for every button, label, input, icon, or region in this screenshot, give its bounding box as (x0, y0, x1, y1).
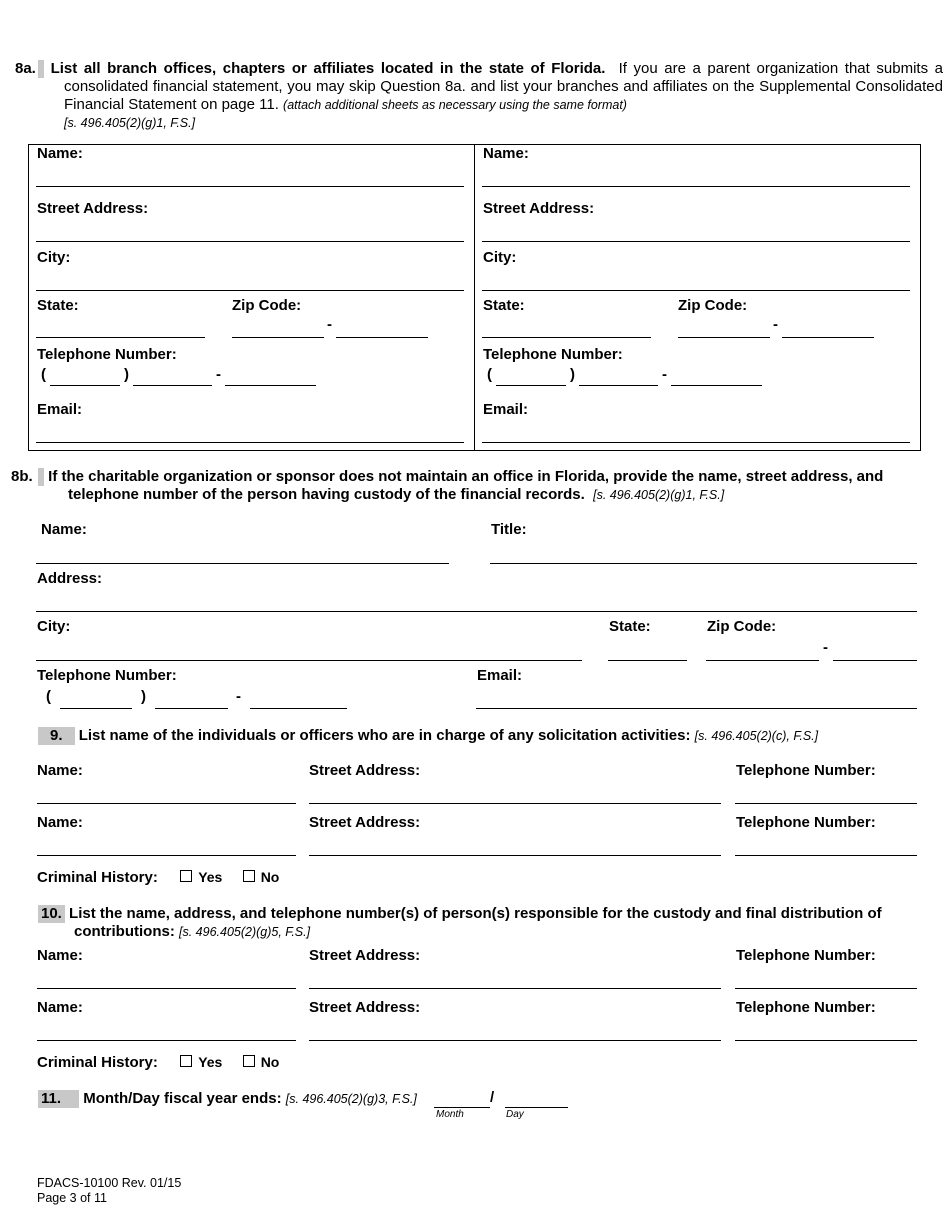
branch-street-field[interactable] (482, 241, 910, 242)
custodian-email-label: Email: (477, 667, 523, 684)
branch-phone-prefix-field[interactable] (133, 385, 212, 386)
branch-zip-field[interactable] (232, 337, 324, 338)
fiscal-slash: / (490, 1089, 495, 1106)
branch-street-label: Street Address: (483, 200, 595, 217)
criminal-yes-checkbox[interactable] (180, 870, 192, 882)
paren-open: ( (46, 688, 51, 705)
officer-name-label: Name: (37, 814, 83, 831)
q10-text-line2: contributions: (74, 923, 175, 940)
branch-zip4-field[interactable] (782, 337, 874, 338)
custody-telephone-field[interactable] (735, 988, 917, 989)
officer-telephone-label: Telephone Number: (736, 762, 876, 779)
fiscal-day-field[interactable] (505, 1107, 568, 1108)
custodian-city-label: City: (37, 618, 71, 635)
branch-zip-label: Zip Code: (232, 297, 302, 314)
officer-street-field[interactable] (309, 803, 721, 804)
q8a-instructions (15, 60, 943, 132)
form-id: FDACS-10100 Rev. 01/15 (37, 1176, 182, 1190)
branch-name-field[interactable] (482, 186, 910, 187)
branch-city-field[interactable] (36, 290, 464, 291)
q8a-note: (attach additional sheets as necessary using the same format) (283, 98, 627, 112)
officer-name-field[interactable] (37, 803, 296, 804)
q10-instructions (38, 905, 918, 941)
paren-close: ) (124, 366, 129, 383)
branch-state-field[interactable] (482, 337, 651, 338)
q11-instructions (38, 1090, 417, 1108)
officer-telephone-field[interactable] (735, 803, 917, 804)
branch-email-label: Email: (483, 401, 529, 418)
branch-zip-label: Zip Code: (678, 297, 748, 314)
custody-street-field[interactable] (309, 1040, 721, 1041)
q8a-table-divider (474, 144, 475, 451)
paren-open: ( (487, 366, 492, 383)
custody-telephone-field[interactable] (735, 1040, 917, 1041)
q11-text: Month/Day fiscal year ends: (83, 1090, 282, 1107)
criminal-no-checkbox[interactable] (243, 1055, 255, 1067)
custodian-name-label: Name: (41, 521, 87, 538)
branch-street-field[interactable] (36, 241, 464, 242)
fiscal-day-caption: Day (506, 1109, 524, 1120)
q8b-number: 8b. (38, 468, 44, 486)
custody-name-field[interactable] (37, 988, 296, 989)
custodian-address-label: Address: (37, 570, 103, 587)
q11-number: 11. (38, 1090, 79, 1108)
custodian-state-label: State: (609, 618, 651, 635)
q11-citation: [s. 496.405(2)(g)3, F.S.] (285, 1092, 417, 1106)
custody-name-label: Name: (37, 947, 83, 964)
q8a-bold-text: List all branch offices, chapters or affiliates located in the state of Florida. (50, 60, 606, 77)
branch-phone-prefix-field[interactable] (579, 385, 658, 386)
fiscal-month-caption: Month (436, 1109, 464, 1120)
branch-phone-line-field[interactable] (225, 385, 316, 386)
paren-close: ) (570, 366, 575, 383)
fiscal-month-field[interactable] (434, 1107, 490, 1108)
custody-telephone-label: Telephone Number: (736, 947, 876, 964)
branch-telephone-label: Telephone Number: (37, 346, 177, 363)
officer-telephone-label: Telephone Number: (736, 814, 876, 831)
custody-street-label: Street Address: (309, 999, 421, 1016)
branch-name-field[interactable] (36, 186, 464, 187)
phone-dash: - (662, 366, 667, 383)
q8a-citation: [s. 496.405(2)(g)1, F.S.] (64, 116, 196, 130)
branch-street-label: Street Address: (37, 200, 149, 217)
officer-name-label: Name: (37, 762, 83, 779)
branch-telephone-label: Telephone Number: (483, 346, 623, 363)
branch-zip4-field[interactable] (336, 337, 428, 338)
q9-citation: [s. 496.405(2)(c), F.S.] (694, 729, 819, 743)
zip-dash: - (823, 639, 828, 656)
custodian-title-field[interactable] (490, 563, 917, 564)
criminal-no-label: No (260, 1054, 280, 1070)
q8a-number: 8a. (38, 60, 44, 78)
q10-criminal-history (37, 1054, 279, 1071)
criminal-no-checkbox[interactable] (243, 870, 255, 882)
criminal-no-label: No (260, 869, 280, 885)
branch-email-field[interactable] (482, 442, 910, 443)
branch-email-field[interactable] (36, 442, 464, 443)
custodian-state-field[interactable] (608, 660, 687, 661)
criminal-yes-checkbox[interactable] (180, 1055, 192, 1067)
custody-street-label: Street Address: (309, 947, 421, 964)
q8b-citation: [s. 496.405(2)(g)1, F.S.] (593, 488, 725, 502)
branch-city-field[interactable] (482, 290, 910, 291)
custody-street-field[interactable] (309, 988, 721, 989)
branch-city-label: City: (37, 249, 71, 266)
branch-state-field[interactable] (36, 337, 205, 338)
branch-name-label: Name: (37, 145, 83, 162)
custodian-zip-label: Zip Code: (707, 618, 777, 635)
criminal-history-label: Criminal History: (37, 869, 158, 886)
q9-instructions (38, 727, 918, 745)
custodian-city-field[interactable] (36, 660, 582, 661)
custodian-name-field[interactable] (36, 563, 449, 564)
officer-name-field[interactable] (37, 855, 296, 856)
custody-name-field[interactable] (37, 1040, 296, 1041)
paren-open: ( (41, 366, 46, 383)
phone-dash: - (216, 366, 221, 383)
officer-telephone-field[interactable] (735, 855, 917, 856)
officer-street-field[interactable] (309, 855, 721, 856)
branch-area-code-field[interactable] (50, 385, 120, 386)
zip-dash: - (327, 316, 332, 333)
custodian-area-code-field[interactable] (60, 708, 132, 709)
paren-close: ) (141, 688, 146, 705)
branch-city-label: City: (483, 249, 517, 266)
q8b-instructions (11, 468, 948, 504)
branch-zip-field[interactable] (678, 337, 770, 338)
q10-number: 10. (38, 905, 65, 923)
custody-telephone-label: Telephone Number: (736, 999, 876, 1016)
custodian-telephone-label: Telephone Number: (37, 667, 177, 684)
q10-text-line1: List the name, address, and telephone number(s) of person(s) responsible for the custody and final distribution of (69, 905, 882, 922)
q9-criminal-history (37, 869, 279, 886)
custodian-title-label: Title: (491, 521, 527, 538)
branch-state-label: State: (37, 297, 79, 314)
page-number: Page 3 of 11 (37, 1191, 107, 1205)
branch-state-label: State: (483, 297, 525, 314)
custodian-zip-field[interactable] (706, 660, 819, 661)
custodian-zip4-field[interactable] (833, 660, 917, 661)
q10-citation: [s. 496.405(2)(g)5, F.S.] (179, 925, 311, 939)
criminal-history-label: Criminal History: (37, 1054, 158, 1071)
q9-text: List name of the individuals or officers who are in charge of any solicitation activities: (78, 727, 691, 744)
zip-dash: - (773, 316, 778, 333)
q8a-text: If you are a parent organization that submits a consolidated financial statement, you may skip Question 8a. and list your branches and affiliates on the Supplemental Consolidated Financial Statement on page 11. (64, 60, 943, 113)
custodian-address-field[interactable] (36, 611, 917, 612)
branch-area-code-field[interactable] (496, 385, 566, 386)
branch-name-label: Name: (483, 145, 529, 162)
officer-street-label: Street Address: (309, 762, 421, 779)
branch-phone-line-field[interactable] (671, 385, 762, 386)
branch-email-label: Email: (37, 401, 83, 418)
q8b-text: If the charitable organization or sponsor does not maintain an office in Florida, provide the name, street address, and telephone number of the person having custody of the financial records. (48, 468, 884, 503)
q9-number: 9. (38, 727, 75, 745)
officer-street-label: Street Address: (309, 814, 421, 831)
custodian-phone-line-field[interactable] (250, 708, 347, 709)
phone-dash: - (236, 688, 241, 705)
custodian-email-field[interactable] (476, 708, 917, 709)
criminal-yes-label: Yes (198, 1054, 223, 1070)
custodian-phone-prefix-field[interactable] (155, 708, 228, 709)
custody-name-label: Name: (37, 999, 83, 1016)
criminal-yes-label: Yes (198, 869, 223, 885)
